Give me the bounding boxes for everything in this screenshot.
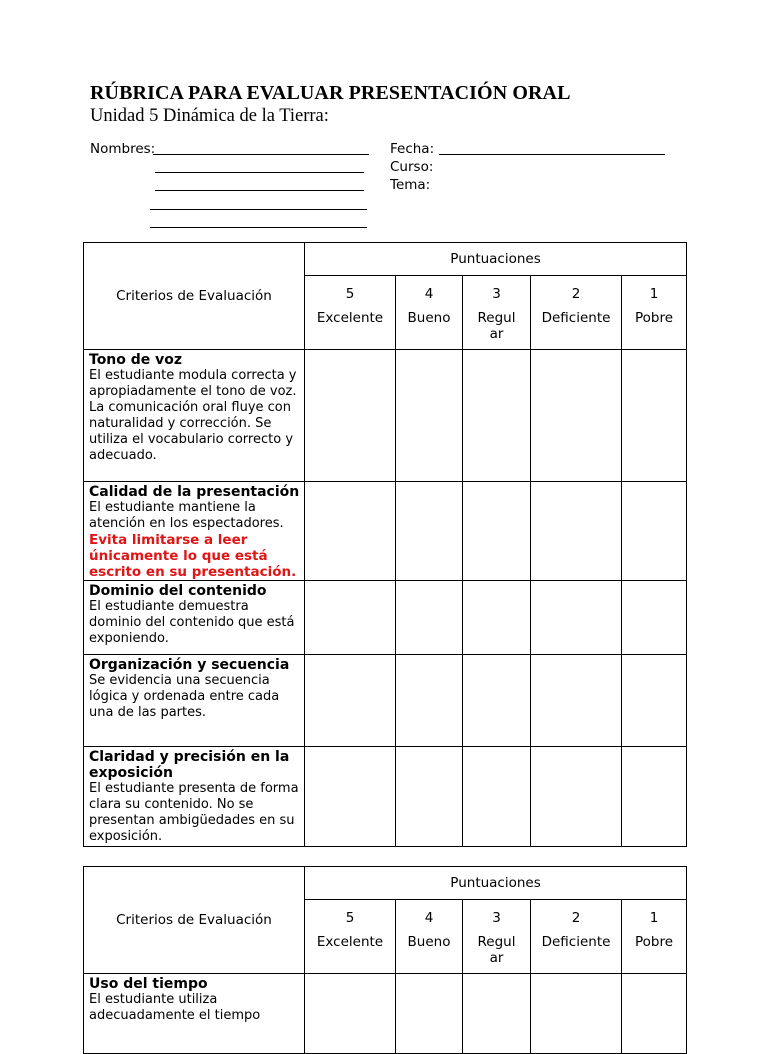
score-cell[interactable] <box>463 350 531 482</box>
score-cell[interactable] <box>622 747 687 847</box>
score-cell[interactable] <box>396 350 463 482</box>
nombres-line-5[interactable] <box>150 227 367 228</box>
score-cell[interactable] <box>305 350 396 482</box>
score-cell[interactable] <box>463 482 531 581</box>
table-row <box>84 350 687 482</box>
rubric-table-2 <box>83 866 687 1054</box>
scale-4: 4 Bueno <box>396 276 463 350</box>
curso-label: Curso: <box>390 159 434 175</box>
table-row <box>84 482 687 581</box>
score-cell[interactable] <box>305 655 396 747</box>
criterios-header: Criterios de Evaluación <box>84 867 305 974</box>
score-cell[interactable] <box>463 747 531 847</box>
table-row <box>84 974 687 1054</box>
document-subtitle: Unidad 5 Dinámica de la Tierra: <box>90 106 329 126</box>
scale-2: 2 Deficiente <box>531 276 622 350</box>
nombres-line-4[interactable] <box>150 209 367 210</box>
table-row <box>84 581 687 655</box>
nombres-line-3[interactable] <box>155 190 364 191</box>
scale-5: 5 Excelente <box>305 276 396 350</box>
score-cell[interactable] <box>396 974 463 1054</box>
rubric-table-1 <box>83 242 687 847</box>
nombres-label: Nombres: <box>90 141 156 157</box>
score-cell[interactable] <box>531 655 622 747</box>
nombres-line-1[interactable] <box>153 154 369 155</box>
score-cell[interactable] <box>622 482 687 581</box>
score-cell[interactable] <box>305 482 396 581</box>
document-title: RÚBRICA PARA EVALUAR PRESENTACIÓN ORAL <box>90 82 571 104</box>
criterion-cell: Uso del tiempo El estudiante utiliza adecuadamente el tiempo <box>84 974 305 1054</box>
scale-2: 2 Deficiente <box>531 900 622 974</box>
score-cell[interactable] <box>531 482 622 581</box>
nombres-line-2[interactable] <box>155 172 364 173</box>
puntuaciones-header: Puntuaciones <box>305 867 687 900</box>
score-cell[interactable] <box>531 581 622 655</box>
score-cell[interactable] <box>305 974 396 1054</box>
score-cell[interactable] <box>531 974 622 1054</box>
scale-1: 1 Pobre <box>622 276 687 350</box>
score-cell[interactable] <box>622 581 687 655</box>
table-row <box>84 747 687 847</box>
criterion-cell: Organización y secuencia Se evidencia una secuencia lógica y ordenada entre cada una de las partes. <box>84 655 305 747</box>
scale-3: 3 Regular <box>463 276 531 350</box>
scale-5: 5 Excelente <box>305 900 396 974</box>
table-row <box>84 655 687 747</box>
score-cell[interactable] <box>622 655 687 747</box>
score-cell[interactable] <box>463 581 531 655</box>
score-cell[interactable] <box>396 581 463 655</box>
score-cell[interactable] <box>463 974 531 1054</box>
criterion-cell: Dominio del contenido El estudiante demuestra dominio del contenido que está exponiendo. <box>84 581 305 655</box>
fecha-line[interactable] <box>439 154 665 155</box>
score-cell[interactable] <box>305 581 396 655</box>
criterion-cell: Tono de voz El estudiante modula correcta y apropiadamente el tono de voz. La comunicación oral fluye con naturalidad y corrección. Se utiliza el vocabulario correcto y adecuado. <box>84 350 305 482</box>
score-cell[interactable] <box>396 655 463 747</box>
score-cell[interactable] <box>463 655 531 747</box>
scale-3: 3 Regular <box>463 900 531 974</box>
criterion-cell: Calidad de la presentación El estudiante mantiene la atención en los espectadores. Evita limitarse a leer únicamente lo que está escrito en su presentación. <box>84 482 305 581</box>
scale-1: 1 Pobre <box>622 900 687 974</box>
score-cell[interactable] <box>396 747 463 847</box>
score-cell[interactable] <box>531 747 622 847</box>
tema-label: Tema: <box>390 177 431 193</box>
score-cell[interactable] <box>396 482 463 581</box>
criterion-cell: Claridad y precisión en la exposición El estudiante presenta de forma clara su contenido. No se presentan ambigüedades en su exposición. <box>84 747 305 847</box>
score-cell[interactable] <box>622 974 687 1054</box>
score-cell[interactable] <box>531 350 622 482</box>
score-cell[interactable] <box>305 747 396 847</box>
criterios-header: Criterios de Evaluación <box>84 243 305 350</box>
fecha-label: Fecha: <box>390 141 435 157</box>
score-cell[interactable] <box>622 350 687 482</box>
scale-4: 4 Bueno <box>396 900 463 974</box>
puntuaciones-header: Puntuaciones <box>305 243 687 276</box>
